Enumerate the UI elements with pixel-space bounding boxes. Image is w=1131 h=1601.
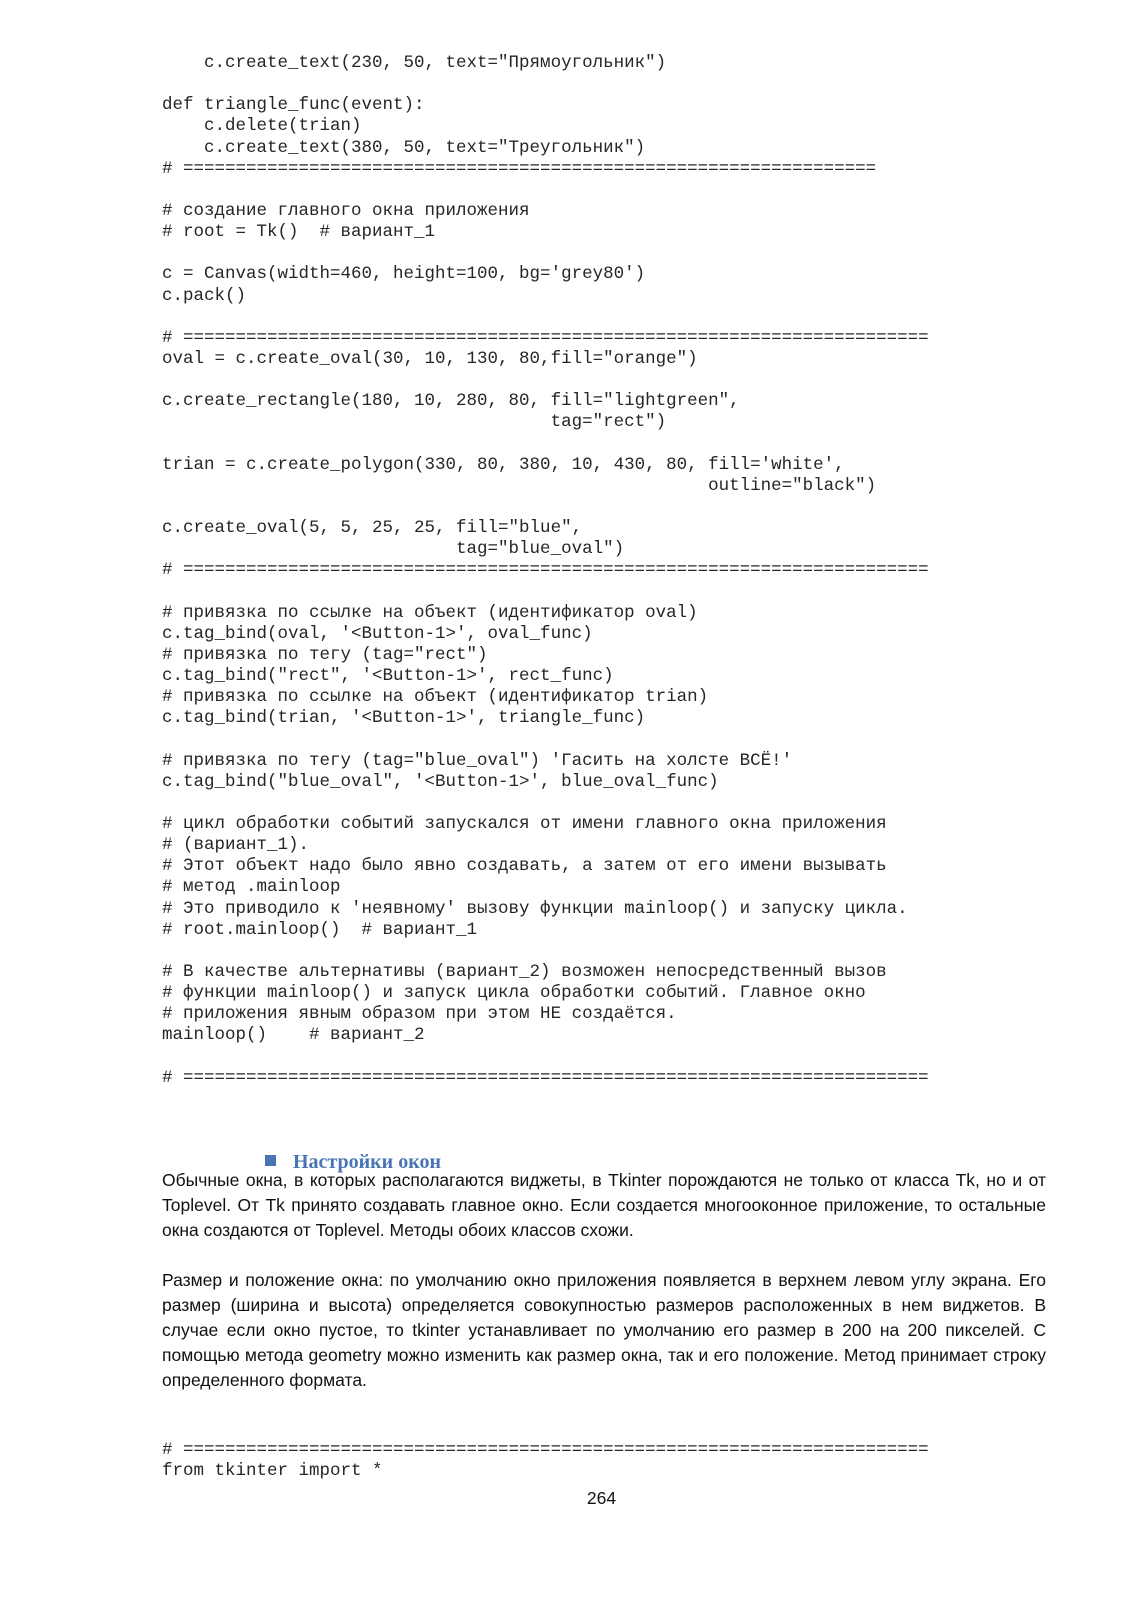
code-line: # создание главного окна приложения: [162, 200, 530, 221]
code-line: # приложения явным образом при этом НЕ создаётся.: [162, 1004, 677, 1025]
code-line: outline="black"): [162, 475, 877, 496]
code-line: # функции mainloop() и запуск цикла обработки событий. Главное окно: [162, 983, 866, 1004]
code-line: # root = Tk() # вариант_1: [162, 222, 436, 243]
code-line: c = Canvas(width=460, height=100, bg='grey80'): [162, 264, 646, 285]
code-line: # Это приводило к 'неявному' вызову функции mainloop() и запуску цикла.: [162, 898, 908, 919]
code-line: c.create_rectangle(180, 10, 280, 80, fill="lightgreen",: [162, 391, 740, 412]
code-line: [162, 793, 929, 814]
code-line: # root.mainloop() # вариант_1: [162, 919, 478, 940]
code-line: # =======================================================================: [162, 1067, 929, 1088]
code-line: [162, 582, 929, 603]
code-line: # В качестве альтернативы (вариант_2) возможен непосредственный вызов: [162, 962, 887, 983]
paragraph-windows-intro: Обычные окна, в которых располагаются виджеты, в Tkinter порождаются не только от класса Tk, но и от Toplevel. От Tk принято создавать главное окно. Если создается многооконное приложение, то остальные окна создаются от Toplevel. Методы обоих классов схожи.: [162, 1170, 1046, 1240]
code-line: [162, 497, 929, 518]
code-line: mainloop() # вариант_2: [162, 1025, 425, 1046]
code-listing-bottom: [162, 1440, 929, 1482]
code-line: # =======================================================================: [162, 327, 929, 348]
code-line: [162, 434, 929, 455]
code-line: c.pack(): [162, 285, 247, 306]
code-bottom-line: # =======================================================================: [162, 1440, 929, 1460]
code-bottom-line: from tkinter import *: [162, 1461, 383, 1482]
code-line: [162, 730, 929, 751]
code-listing-main: [162, 53, 929, 1089]
code-line: c.create_text(230, 50, text="Прямоугольник"): [162, 53, 667, 73]
code-line: oval = c.create_oval(30, 10, 130, 80,fill="orange"): [162, 348, 698, 369]
code-line: [162, 180, 929, 201]
code-line: [162, 370, 929, 391]
code-line: # привязка по ссылке на объект (идентификатор oval): [162, 602, 698, 623]
page-number: 264: [586, 1488, 617, 1508]
code-line: # =======================================================================: [162, 560, 929, 581]
code-line: def triangle_func(event):: [162, 95, 425, 116]
code-line: [162, 1047, 929, 1068]
code-line: c.tag_bind(trian, '<Button-1>', triangle_func): [162, 708, 646, 729]
code-line: c.tag_bind("rect", '<Button-1>', rect_func): [162, 666, 614, 687]
code-line: c.tag_bind(oval, '<Button-1>', oval_func): [162, 623, 593, 644]
code-line: [162, 307, 929, 328]
code-line: # привязка по тегу (tag="rect"): [162, 644, 488, 665]
code-line: tag="blue_oval"): [162, 539, 625, 560]
code-line: c.create_oval(5, 5, 25, 25, fill="blue",: [162, 518, 583, 539]
code-line: c.create_text(380, 50, text="Треугольник"): [162, 137, 646, 158]
code-line: # Этот объект надо было явно создавать, а затем от его имени вызывать: [162, 856, 887, 877]
code-line: tag="rect"): [162, 412, 667, 433]
paragraph-window-size: Размер и положение окна: по умолчанию окно приложения появляется в верхнем левом углу экрана. Его размер (ширина и высота) определяется совокупностью размеров расположенных в нем виджетов. В случае если окно пустое, то tkinter устанавливает по умолчанию его размер в 200 на 200 пикселей. С помощью метода geometry можно изменить как размер окна, так и его положение. Метод принимает строку определенного формата.: [162, 1270, 1046, 1390]
code-line: c.tag_bind("blue_oval", '<Button-1>', blue_oval_func): [162, 771, 719, 792]
code-line: # метод .mainloop: [162, 877, 341, 898]
code-line: # ==================================================================: [162, 158, 877, 179]
code-line: [162, 941, 929, 962]
code-line: # привязка по ссылке на объект (идентификатор trian): [162, 687, 709, 708]
code-line: [162, 74, 929, 95]
code-line: # (вариант_1).: [162, 835, 310, 856]
code-line: trian = c.create_polygon(330, 80, 380, 10, 430, 80, fill='white',: [162, 454, 845, 475]
square-bullet-icon: [265, 1155, 276, 1166]
code-line: c.delete(trian): [162, 116, 362, 137]
code-line: # цикл обработки событий запускался от имени главного окна приложения: [162, 814, 887, 835]
section-heading-text: Настройки окон: [293, 1151, 441, 1173]
code-line: # привязка по тегу (tag="blue_oval") 'Гасить на холсте ВСЁ!': [162, 750, 793, 771]
code-line: [162, 243, 929, 264]
